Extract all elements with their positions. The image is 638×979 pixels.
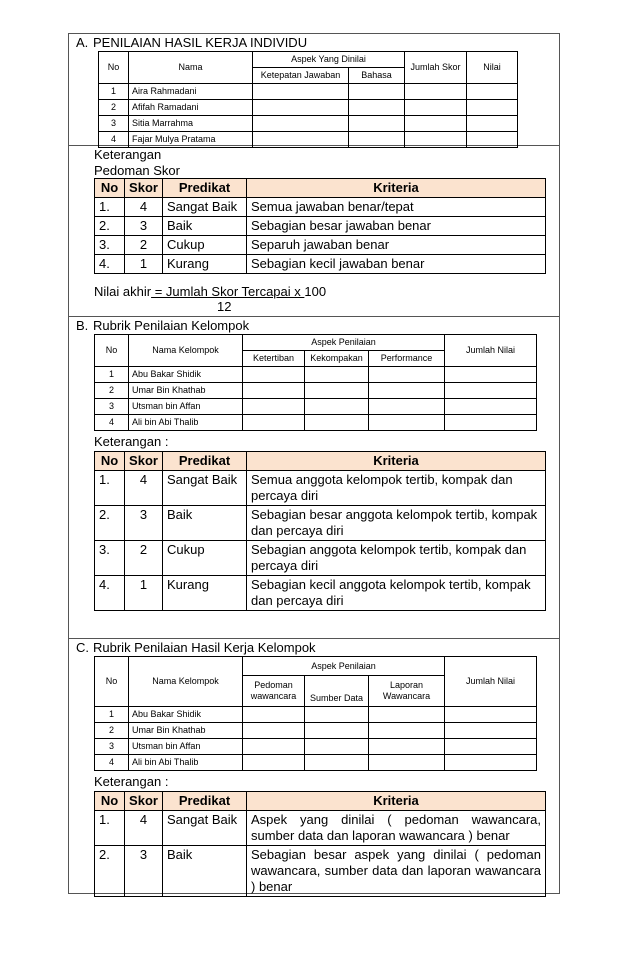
col-header-nama: Nama: [129, 52, 253, 84]
col-header-no: No: [95, 335, 129, 367]
rubric-row: 1. 4 Sangat Baik Semua anggota kelompok tertib, kompak dan percaya diri: [95, 471, 546, 506]
col-header-aspek: Aspek Penilaian: [243, 335, 445, 351]
rubric-header-kriteria: Kriteria: [247, 452, 546, 471]
col-header-jumlah-nilai: Jumlah Nilai: [445, 657, 537, 707]
table-group-assessment: [94, 334, 537, 431]
col-header-kekompakan: Kekompakan: [305, 351, 369, 367]
col-header-jumlah-skor: Jumlah Skor: [405, 52, 467, 84]
pedoman-skor-label: Pedoman Skor: [94, 163, 180, 178]
keterangan-label-a: Keterangan: [94, 147, 162, 162]
table-row: 4 Ali bin Abi Thalib: [95, 755, 537, 771]
keterangan-label-b: Keterangan :: [94, 434, 169, 449]
col-header-pedoman-wawancara: Pedoman wawancara: [243, 676, 305, 707]
rubric-header-no: No: [95, 792, 125, 811]
section-b-title: B. Rubrik Penilaian Kelompok: [76, 318, 250, 333]
table-row: 3 Utsman bin Affan: [95, 739, 537, 755]
rubric-header-predikat: Predikat: [163, 792, 247, 811]
col-header-no: No: [99, 52, 129, 84]
table-row: 3 Sitia Marrahma: [99, 116, 518, 132]
section-a-title: A. PENILAIAN HASIL KERJA INDIVIDU: [76, 35, 308, 50]
nilai-akhir-formula: Nilai akhir = Jumlah Skor Tercapai x 100: [94, 284, 327, 299]
rubric-row: 3. 2 Cukup Sebagian anggota kelompok tertib, kompak dan percaya diri: [95, 541, 546, 576]
col-header-aspek: Aspek Yang Dinilai: [253, 52, 405, 68]
table-row: 2 Afifah Ramadani: [99, 100, 518, 116]
rubric-table-a: [94, 178, 546, 274]
rubric-header-predikat: Predikat: [163, 452, 247, 471]
col-header-nama-kelompok: Nama Kelompok: [129, 657, 243, 707]
rubric-header-skor: Skor: [125, 792, 163, 811]
table-individual-assessment: [98, 51, 518, 148]
section-c-title: C. Rubrik Penilaian Hasil Kerja Kelompok: [76, 640, 316, 655]
col-header-aspek: Aspek Penilaian: [243, 657, 445, 676]
rubric-row: 4. 1 Kurang Sebagian kecil jawaban benar: [95, 255, 546, 274]
table-row: 3 Utsman bin Affan: [95, 399, 537, 415]
rubric-header-skor: Skor: [125, 179, 163, 198]
table-row: 2 Umar Bin Khathab: [95, 723, 537, 739]
table-row: 1 Abu Bakar Shidik: [95, 707, 537, 723]
col-header-bahasa: Bahasa: [349, 68, 405, 84]
rubric-table-b: [94, 451, 546, 611]
col-header-ketepatan: Ketepatan Jawaban: [253, 68, 349, 84]
divider-section-b: [68, 316, 560, 317]
col-header-no: No: [95, 657, 129, 707]
table-row: 4 Fajar Mulya Pratama: [99, 132, 518, 148]
rubric-row: 3. 2 Cukup Separuh jawaban benar: [95, 236, 546, 255]
rubric-row: 2. 3 Baik Sebagian besar jawaban benar: [95, 217, 546, 236]
rubric-row: 2. 3 Baik Sebagian besar anggota kelompok tertib, kompak dan percaya diri: [95, 506, 546, 541]
keterangan-label-c: Keterangan :: [94, 774, 169, 789]
formula-denominator: 12: [217, 299, 232, 314]
rubric-header-kriteria: Kriteria: [247, 179, 546, 198]
rubric-row: 1. 4 Sangat Baik Aspek yang dinilai ( pedoman wawancara, sumber data dan laporan wawancara ) benar: [95, 811, 546, 846]
rubric-row: 2. 3 Baik Sebagian besar aspek yang dinilai ( pedoman wawancara, sumber data dan laporan wawancara ) benar: [95, 846, 546, 897]
table-row: 2 Umar Bin Khathab: [95, 383, 537, 399]
table-row: 4 Ali bin Abi Thalib: [95, 415, 537, 431]
rubric-table-c: [94, 791, 546, 897]
col-header-jumlah-nilai: Jumlah Nilai: [445, 335, 537, 367]
col-header-laporan-wawancara: Laporan Wawancara: [369, 676, 445, 707]
col-header-ketertiban: Ketertiban: [243, 351, 305, 367]
rubric-header-kriteria: Kriteria: [247, 792, 546, 811]
rubric-header-skor: Skor: [125, 452, 163, 471]
rubric-row: 4. 1 Kurang Sebagian kecil anggota kelompok tertib, kompak dan percaya diri: [95, 576, 546, 611]
col-header-nilai: Nilai: [467, 52, 518, 84]
rubric-header-no: No: [95, 179, 125, 198]
table-row: 1 Aira Rahmadani: [99, 84, 518, 100]
col-header-nama-kelompok: Nama Kelompok: [129, 335, 243, 367]
col-header-performance: Performance: [369, 351, 445, 367]
table-row: 1 Abu Bakar Shidik: [95, 367, 537, 383]
divider-section-c: [68, 638, 560, 639]
col-header-sumber-data: Sumber Data: [305, 676, 369, 707]
rubric-header-predikat: Predikat: [163, 179, 247, 198]
rubric-header-no: No: [95, 452, 125, 471]
rubric-row: 1. 4 Sangat Baik Semua jawaban benar/tepat: [95, 198, 546, 217]
table-group-work-assessment: [94, 656, 537, 771]
